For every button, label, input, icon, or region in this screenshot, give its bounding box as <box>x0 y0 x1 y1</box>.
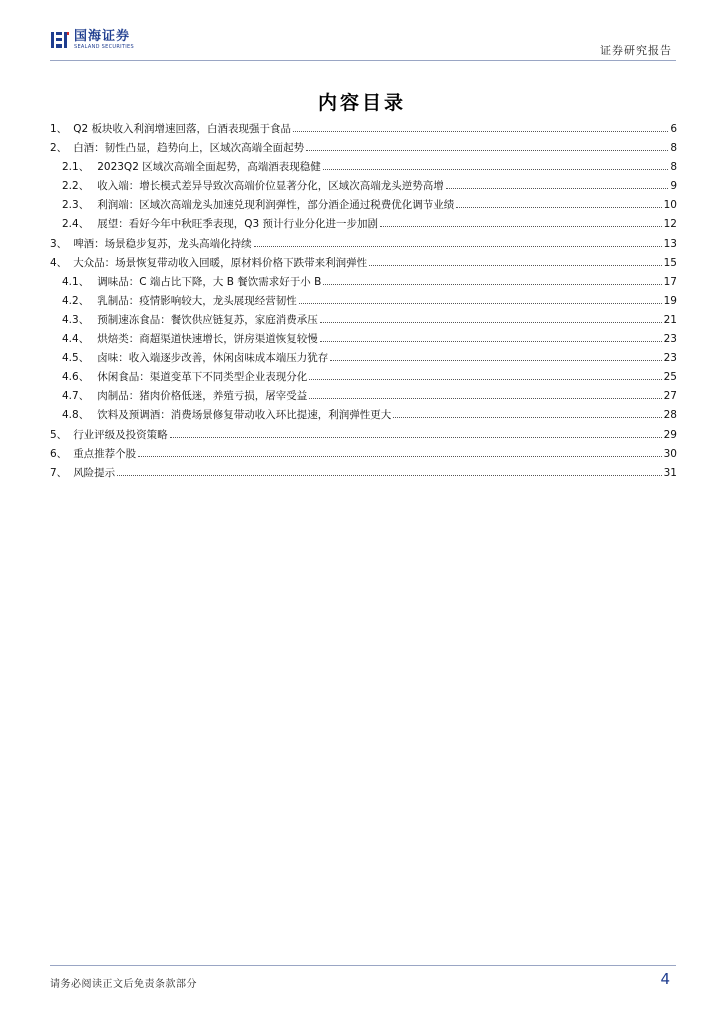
toc-dot-leader <box>320 340 662 342</box>
toc-entry[interactable] <box>50 177 677 196</box>
toc-dot-leader <box>293 130 668 132</box>
toc-entry-number: 4.3、 <box>62 313 90 326</box>
toc-entry-number: 4.7、 <box>62 390 90 403</box>
toc-entry[interactable] <box>50 445 677 464</box>
toc-dot-leader <box>380 225 662 227</box>
toc-entry-page: 21 <box>663 313 677 326</box>
report-type-label: 证券研究报告 <box>600 44 672 57</box>
toc-entry[interactable] <box>50 387 677 406</box>
page-footer <box>50 965 676 990</box>
toc-dot-leader <box>393 416 661 418</box>
toc-entry-title: 风险提示 <box>73 466 116 479</box>
toc-entry-number: 1、 <box>50 123 68 135</box>
toc-entry-page: 8 <box>670 161 677 174</box>
toc-entry-page: 9 <box>670 180 677 193</box>
toc-entry-page: 23 <box>663 352 677 365</box>
toc-entry[interactable] <box>50 464 677 483</box>
toc-entry-title: 烘焙类：商超渠道快速增长，饼房渠道恢复较慢 <box>97 333 318 346</box>
toc-dot-leader <box>170 436 662 438</box>
toc-entry-title: 展望：看好今年中秋旺季表现，Q3 预计行业分化进一步加剧 <box>97 218 378 231</box>
toc-entry-number: 4.5、 <box>62 352 90 365</box>
toc-title: 内容目录 <box>317 92 406 114</box>
toc-entry-number: 2、 <box>50 142 68 155</box>
toc-entry-number: 5、 <box>50 428 68 441</box>
toc-entry-page: 10 <box>663 199 677 212</box>
toc-entry-page: 13 <box>663 237 677 250</box>
toc-entry-title: 调味品：C 端占比下降，大 B 餐饮需求好于小 B <box>97 275 322 288</box>
toc-entry[interactable] <box>50 139 677 158</box>
toc-entry[interactable] <box>50 330 677 349</box>
toc-entry-title: 啤酒：场景稳步复苏，龙头高端化持续 <box>73 237 252 250</box>
toc-entry-page: 23 <box>663 333 677 346</box>
toc-entry[interactable] <box>50 235 677 254</box>
page-header <box>50 30 676 61</box>
toc-dot-leader <box>320 321 662 323</box>
toc-dot-leader <box>138 455 661 457</box>
toc-entry-page: 25 <box>663 371 677 384</box>
toc-dot-leader <box>299 302 662 304</box>
toc-entry-page: 17 <box>663 275 677 288</box>
toc-entry[interactable] <box>50 254 677 273</box>
toc-dot-leader <box>117 474 661 476</box>
page-number: 4 <box>660 970 670 988</box>
toc-entry-number: 6、 <box>50 447 68 460</box>
toc-entry-page: 29 <box>663 428 677 441</box>
toc-entry-number: 4.8、 <box>62 409 90 422</box>
toc-entry[interactable] <box>50 406 677 425</box>
disclaimer-note: 请务必阅读正文后免责条款部分 <box>50 979 197 990</box>
toc-entry-title: 利润端：区域次高端龙头加速兑现利润弹性，部分酒企通过税费优化调节业绩 <box>97 199 455 212</box>
toc-entry[interactable] <box>50 292 677 311</box>
toc-entry-title: 肉制品：猪肉价格低迷，养殖亏损，屠宰受益 <box>97 390 308 403</box>
toc-entry-title: 休闲食品：渠道变革下不同类型企业表现分化 <box>97 371 308 384</box>
toc-entry-page: 31 <box>663 466 677 479</box>
toc-dot-leader <box>309 397 661 399</box>
toc-entry-title: 收入端：增长模式差异导致次高端价位显著分化，区域次高端龙头逆势高增 <box>97 180 444 193</box>
company-logo <box>50 30 134 50</box>
toc-entry-title: 大众品：场景恢复带动收入回暖，原材料价格下跌带来利润弹性 <box>73 256 368 269</box>
toc-entry-page: 19 <box>663 294 677 307</box>
toc-entry[interactable] <box>50 368 677 387</box>
toc-dot-leader <box>446 187 669 189</box>
toc-dot-leader <box>323 283 661 285</box>
toc-entry-number: 2.2、 <box>62 180 90 193</box>
toc-entry-page: 8 <box>670 142 677 155</box>
toc-entry-page: 6 <box>670 123 677 135</box>
table-of-contents <box>50 120 677 483</box>
toc-entry-number: 2.1、 <box>62 161 90 174</box>
toc-dot-leader <box>323 168 669 170</box>
toc-entry[interactable] <box>50 158 677 177</box>
toc-entry[interactable] <box>50 349 677 368</box>
logo-english-name: SEALAND SECURITIES <box>74 44 134 50</box>
toc-entry-number: 4.1、 <box>62 275 90 288</box>
toc-entry-page: 30 <box>663 447 677 460</box>
toc-entry-number: 3、 <box>50 237 68 250</box>
toc-entry-page: 15 <box>663 256 677 269</box>
toc-entry-number: 7、 <box>50 466 68 479</box>
toc-dot-leader <box>254 245 662 247</box>
toc-entry-number: 2.4、 <box>62 218 90 231</box>
toc-dot-leader <box>330 359 661 361</box>
toc-entry-title: 2023Q2 区域次高端全面起势，高端酒表现稳健 <box>97 161 321 174</box>
toc-entry[interactable] <box>50 215 677 234</box>
toc-entry-number: 4.6、 <box>62 371 90 384</box>
toc-entry[interactable] <box>50 426 677 445</box>
toc-entry[interactable] <box>50 273 677 292</box>
toc-entry-title: 饮料及预调酒：消费场景修复带动收入环比提速，利润弹性更大 <box>97 409 392 422</box>
toc-entry[interactable] <box>50 311 677 330</box>
toc-dot-leader <box>309 378 661 380</box>
toc-entry-title: 白酒：韧性凸显，趋势向上，区域次高端全面起势 <box>73 142 305 155</box>
toc-entry-page: 28 <box>663 409 677 422</box>
toc-entry-title: 卤味：收入端逐步改善，休闲卤味成本端压力犹存 <box>97 352 329 365</box>
toc-entry[interactable] <box>50 120 677 139</box>
toc-dot-leader <box>306 149 668 151</box>
toc-entry-title: 重点推荐个股 <box>73 447 137 460</box>
toc-entry-number: 4.4、 <box>62 333 90 346</box>
toc-entry-number: 4、 <box>50 256 68 269</box>
toc-entry-page: 12 <box>663 218 677 231</box>
toc-entry-number: 2.3、 <box>62 199 90 212</box>
logo-chinese-name: 国海证券 <box>74 29 131 44</box>
toc-entry-title: 预制速冻食品：餐饮供应链复苏，家庭消费承压 <box>97 313 318 326</box>
toc-entry[interactable] <box>50 196 677 215</box>
toc-entry-number: 4.2、 <box>62 294 90 307</box>
toc-entry-title: 乳制品：疫情影响较大，龙头展现经营韧性 <box>97 294 297 307</box>
toc-entry-title: Q2 板块收入利润增速回落，白酒表现强于食品 <box>73 123 291 135</box>
toc-entry-title: 行业评级及投资策略 <box>73 428 168 441</box>
sealand-logo-icon <box>50 30 70 50</box>
toc-entry-page: 27 <box>663 390 677 403</box>
toc-dot-leader <box>456 206 661 208</box>
toc-dot-leader <box>369 264 661 266</box>
